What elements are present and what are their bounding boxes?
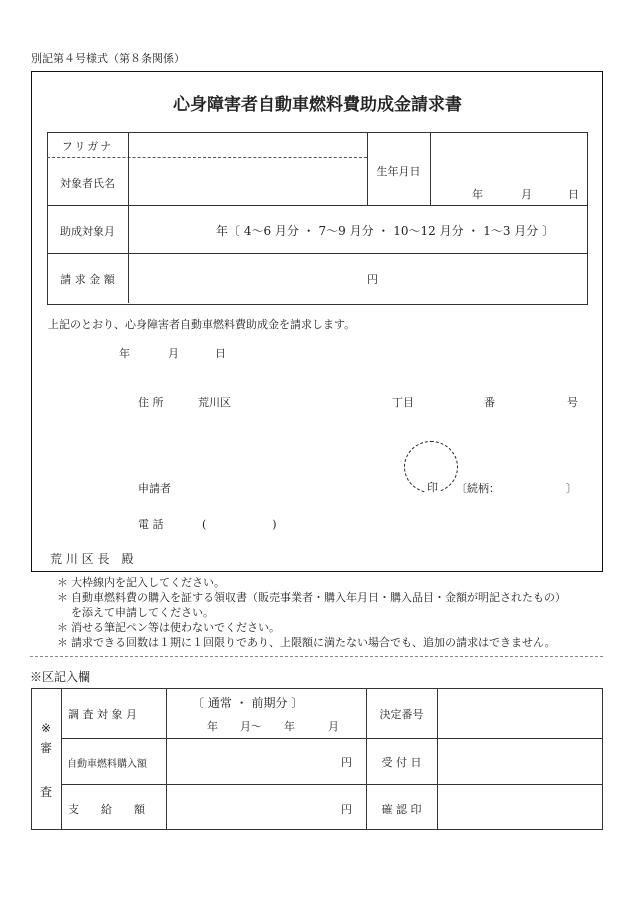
address-label: 住 所 xyxy=(138,396,164,409)
side-mark: ※ xyxy=(40,721,52,735)
statement: 上記のとおり、心身障害者自動車燃料費助成金を請求します。 xyxy=(48,318,356,331)
survey-range: 年 月〜 年 月 xyxy=(207,720,339,733)
address-go: 号 xyxy=(567,396,578,409)
note-2: 自動車燃料費の購入を証する領収書（販売事業者・購入年月日・購入品目・金額が明記されたもの） xyxy=(71,591,566,604)
addressee: 荒 川 区 長 殿 xyxy=(50,552,134,566)
birth-year-unit: 年 xyxy=(472,188,483,201)
month-label: 助成対象月 xyxy=(60,225,115,238)
decision-label: 決定番号 xyxy=(379,708,424,721)
furigana-label: フリガナ xyxy=(61,140,114,153)
purchase-unit: 円 xyxy=(341,756,352,769)
amount-unit: 円 xyxy=(367,273,378,286)
survey-label: 調 査 対 象 月 xyxy=(68,708,137,721)
note-2-cont: を添えて申請してください。 xyxy=(71,606,214,619)
form-reference: 別記第４号様式（第８条関係） xyxy=(31,52,185,65)
name-field[interactable] xyxy=(130,159,365,204)
address-chome: 丁目 xyxy=(392,396,414,409)
side-label-shin: 審 xyxy=(39,741,52,755)
date-month-unit: 月 xyxy=(168,347,179,360)
office-heading: ※区記入欄 xyxy=(30,670,91,684)
birth-day-unit: 日 xyxy=(568,188,579,201)
note-bullet: ＊ xyxy=(57,576,68,589)
survey-option: 〔 通常 ・ 前期分 〕 xyxy=(192,696,304,710)
received-label: 受 付 日 xyxy=(381,756,422,769)
address-ban: 番 xyxy=(484,396,495,409)
applicant-label: 申請者 xyxy=(138,482,171,495)
date-day-unit: 日 xyxy=(215,347,226,360)
date-year-unit: 年 xyxy=(119,347,130,360)
note-4: 請求できる回数は１期に１回限りであり、上限額に満たない場合でも、追加の請求はできません。 xyxy=(71,636,556,649)
note-bullet: ＊ xyxy=(57,621,68,634)
birth-month-unit: 月 xyxy=(521,188,532,201)
month-options[interactable]: 年〔 4〜6 月分 ・ 7〜9 月分 ・ 10〜12 月分 ・ 1〜3 月分 〕 xyxy=(216,224,555,238)
furigana-field[interactable] xyxy=(130,134,365,156)
page-title: 心身障害者自動車燃料費助成金請求書 xyxy=(173,95,462,115)
purchase-label: 自動車燃料購入額 xyxy=(67,759,147,770)
note-1: 大枠線内を記入してください。 xyxy=(71,576,225,589)
birth-label: 生年月日 xyxy=(376,165,421,178)
note-bullet: ＊ xyxy=(57,591,68,604)
amount-label: 請 求 金 額 xyxy=(60,273,115,286)
seal-mark: 印 xyxy=(427,481,438,494)
note-bullet: ＊ xyxy=(57,636,68,649)
section-divider xyxy=(30,656,603,657)
payment-unit: 円 xyxy=(341,803,352,816)
relationship-close: 〕 xyxy=(566,482,577,495)
note-3: 消せる筆記ペン等は使わないでください。 xyxy=(71,621,280,634)
side-label-sa: 査 xyxy=(39,785,52,799)
phone-field[interactable]: ( ) xyxy=(202,518,277,531)
phone-label: 電 話 xyxy=(138,518,164,531)
confirm-label: 確 認 印 xyxy=(381,803,422,816)
address-ward: 荒川区 xyxy=(198,396,231,409)
payment-label: 支 給 額 xyxy=(68,803,145,816)
relationship-label: 〔続柄： xyxy=(456,482,500,495)
name-label: 対象者氏名 xyxy=(60,177,115,190)
